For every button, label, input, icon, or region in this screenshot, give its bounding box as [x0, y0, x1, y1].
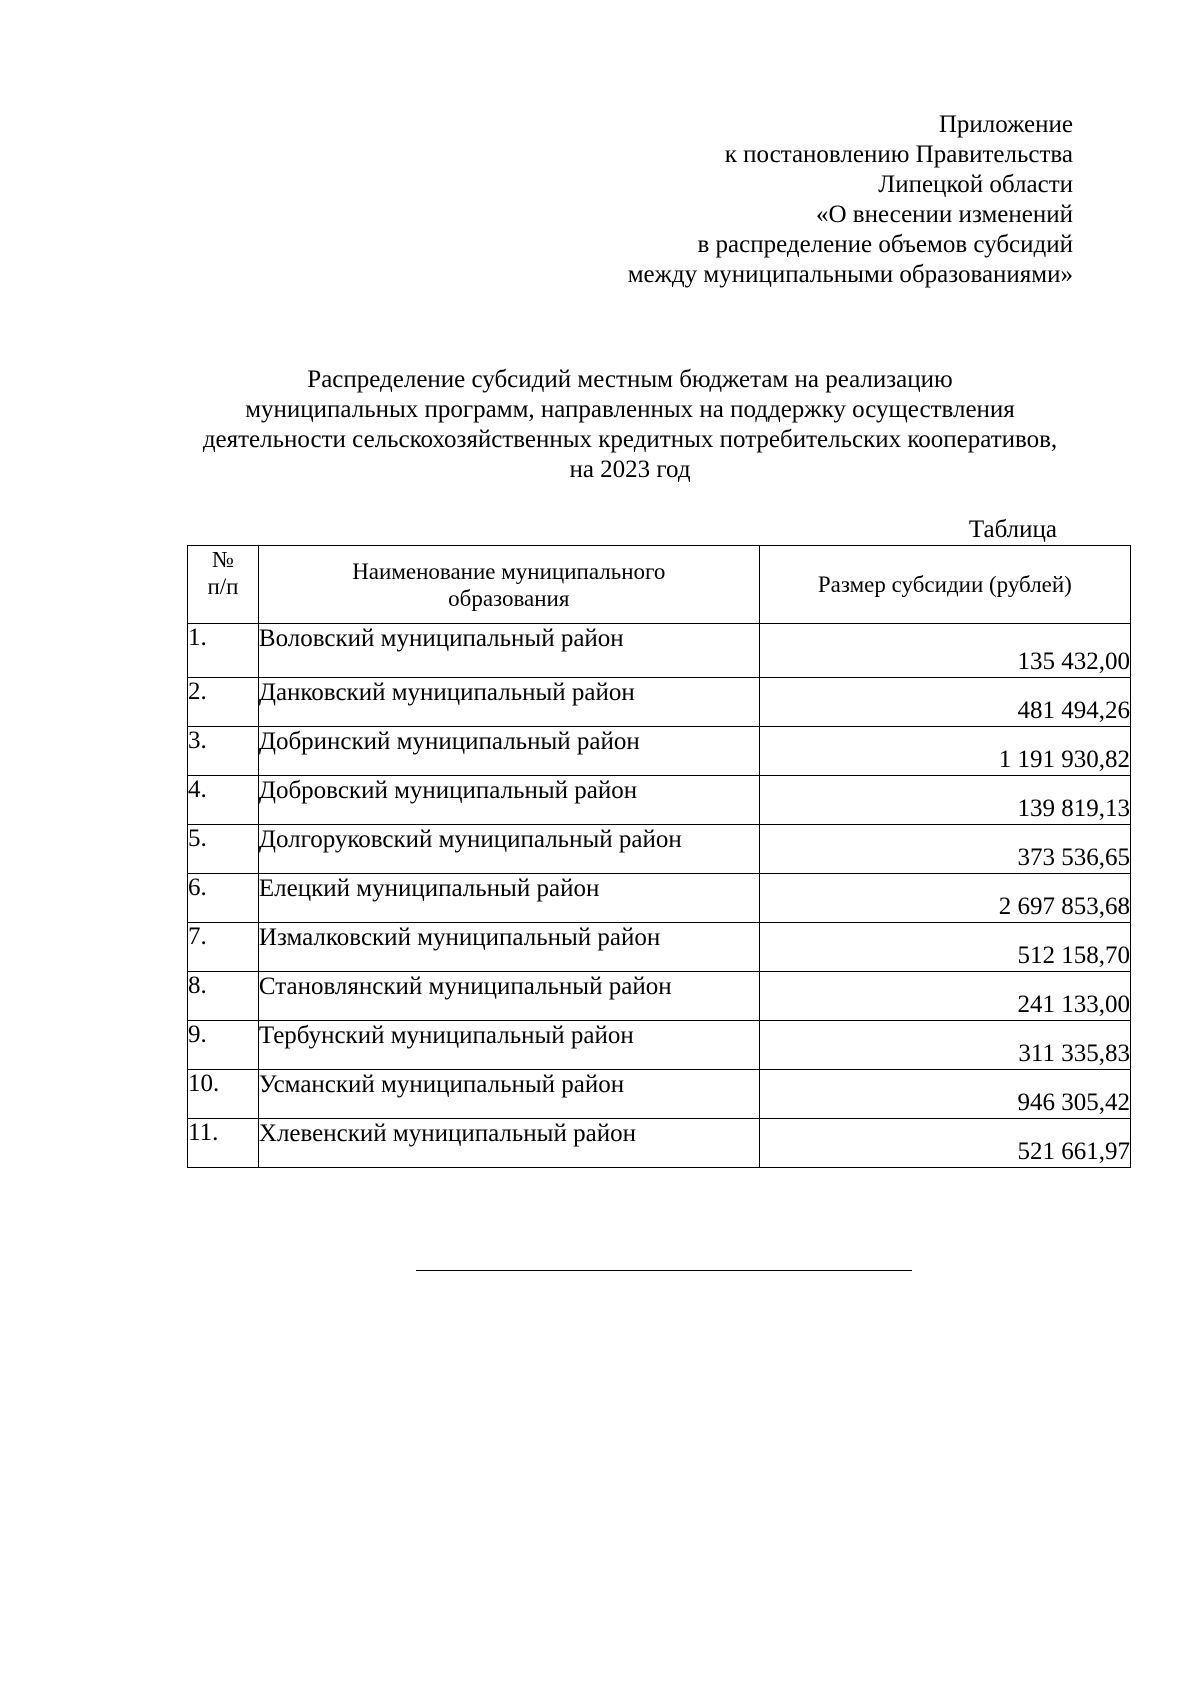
title-line: Распределение субсидий местным бюджетам на реализацию — [307, 366, 953, 393]
header-number-abbr: п/п — [207, 574, 239, 599]
row-subsidy: 373 536,65 — [759, 825, 1130, 874]
table-row — [188, 1070, 1131, 1119]
row-number: 6. — [188, 874, 259, 923]
row-municipality: Измалковский муниципальный район — [258, 923, 759, 972]
row-number: 9. — [188, 1021, 259, 1070]
appendix-line: Липецкой области — [878, 171, 1073, 198]
title-line: на 2023 год — [569, 456, 691, 483]
title-line: деятельности сельскохозяйственных кредитных потребительских кооперативов, — [202, 426, 1058, 453]
row-subsidy: 135 432,00 — [759, 624, 1130, 678]
appendix-line: «О внесении изменений — [815, 201, 1073, 228]
appendix-line: к постановлению Правительства — [724, 141, 1073, 168]
row-number: 3. — [188, 727, 259, 776]
row-municipality: Добровский муниципальный район — [258, 776, 759, 825]
row-number: 7. — [188, 923, 259, 972]
header-number-symbol: № — [211, 547, 234, 572]
row-municipality: Воловский муниципальный район — [258, 624, 759, 678]
table-row — [188, 972, 1131, 1021]
header-number — [188, 546, 259, 624]
title-line: муниципальных программ, направленных на поддержку осуществления — [245, 396, 1015, 423]
table-label: Таблица — [968, 516, 1057, 543]
row-municipality: Елецкий муниципальный район — [258, 874, 759, 923]
row-municipality: Добринский муниципальный район — [258, 727, 759, 776]
row-number: 2. — [188, 678, 259, 727]
table-row — [188, 1021, 1131, 1070]
table-row — [188, 825, 1131, 874]
table-row — [188, 624, 1131, 678]
row-subsidy: 2 697 853,68 — [759, 874, 1130, 923]
subsidies-table — [187, 545, 1131, 1168]
row-subsidy: 481 494,26 — [759, 678, 1130, 727]
appendix-line: в распределение объемов субсидий — [697, 231, 1073, 258]
row-number: 11. — [188, 1119, 259, 1168]
row-subsidy: 241 133,00 — [759, 972, 1130, 1021]
table-row — [188, 678, 1131, 727]
row-subsidy: 512 158,70 — [759, 923, 1130, 972]
header-name-line: Наименование муниципального — [352, 558, 666, 584]
table-row — [188, 923, 1131, 972]
document-title — [130, 365, 1130, 485]
row-municipality: Становлянский муниципальный район — [258, 972, 759, 1021]
header-name-line: образования — [448, 585, 570, 611]
header-name — [258, 546, 759, 624]
row-subsidy: 946 305,42 — [759, 1070, 1130, 1119]
row-municipality: Тербунский муниципальный район — [258, 1021, 759, 1070]
row-subsidy: 139 819,13 — [759, 776, 1130, 825]
table-header-row — [188, 546, 1131, 624]
row-municipality: Долгоруковский муниципальный район — [258, 825, 759, 874]
row-municipality: Данковский муниципальный район — [258, 678, 759, 727]
row-number: 4. — [188, 776, 259, 825]
header-sum: Размер субсидии (рублей) — [759, 546, 1130, 624]
row-number: 5. — [188, 825, 259, 874]
row-number: 1. — [188, 624, 259, 678]
row-subsidy: 521 661,97 — [759, 1119, 1130, 1168]
table-row — [188, 1119, 1131, 1168]
row-subsidy: 1 191 930,82 — [759, 727, 1130, 776]
row-number: 10. — [188, 1070, 259, 1119]
row-municipality: Хлевенский муниципальный район — [258, 1119, 759, 1168]
appendix-line: между муниципальными образованиями» — [627, 261, 1073, 288]
row-subsidy: 311 335,83 — [759, 1021, 1130, 1070]
table-row — [188, 727, 1131, 776]
table-row — [188, 874, 1131, 923]
appendix-line: Приложение — [938, 111, 1073, 138]
appendix-block — [473, 110, 1073, 290]
separator-line — [416, 1270, 912, 1271]
table-row — [188, 776, 1131, 825]
row-number: 8. — [188, 972, 259, 1021]
row-municipality: Усманский муниципальный район — [258, 1070, 759, 1119]
